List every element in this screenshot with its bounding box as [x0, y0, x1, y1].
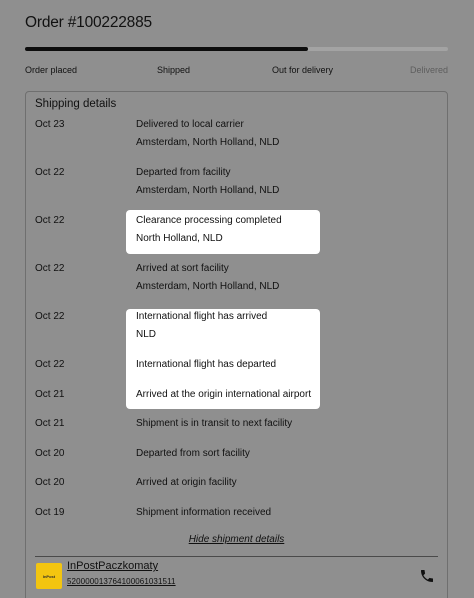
event-description: Arrived at sort facility	[136, 263, 229, 274]
event-description: Departed from facility	[136, 167, 231, 178]
event-description: Arrived at origin facility	[136, 477, 237, 488]
event-date: Oct 19	[35, 507, 65, 518]
carrier-logo	[36, 563, 62, 589]
event-date: Oct 22	[35, 311, 65, 322]
shipping-details-card	[25, 91, 448, 598]
event-location: Amsterdam, North Holland, NLD	[136, 281, 280, 292]
event-date: Oct 20	[35, 448, 65, 459]
event-description: Arrived at the origin international airport	[136, 389, 312, 400]
hide-shipment-details-link[interactable]: Hide shipment details	[188, 534, 285, 545]
progress-step-shipped: Shipped	[157, 65, 191, 75]
progress-step-delivered: Delivered	[409, 65, 448, 75]
event-date: Oct 23	[35, 119, 65, 130]
event-date: Oct 22	[35, 263, 65, 274]
event-description: Shipment is in transit to next facility	[136, 418, 293, 429]
divider	[35, 556, 438, 557]
hide-shipment-details-container	[26, 534, 447, 545]
event-date: Oct 20	[35, 477, 65, 488]
event-description: Delivered to local carrier	[136, 119, 244, 130]
event-description: International flight has departed	[136, 359, 277, 370]
event-description: Clearance processing completed	[136, 215, 282, 226]
event-date: Oct 21	[35, 418, 65, 429]
carrier-name-link[interactable]: InPostPaczkomaty	[67, 560, 159, 572]
phone-icon[interactable]	[419, 568, 435, 584]
event-location: Amsterdam, North Holland, NLD	[136, 137, 280, 148]
order-progress-bar	[25, 47, 448, 51]
event-description: International flight has arrived	[136, 311, 268, 322]
event-date: Oct 21	[35, 389, 65, 400]
shipping-details-title: Shipping details	[35, 98, 117, 110]
tracking-number-link[interactable]: 520000013764100061031511	[67, 577, 176, 586]
event-date: Oct 22	[35, 167, 65, 178]
event-date: Oct 22	[35, 359, 65, 370]
progress-step-out-for-delivery: Out for delivery	[272, 65, 334, 75]
progress-step-order-placed: Order placed	[25, 65, 78, 75]
order-progress-fill	[25, 47, 308, 51]
event-location: Amsterdam, North Holland, NLD	[136, 185, 280, 196]
carrier-logo-text: InPost	[42, 573, 56, 579]
event-location: NLD	[136, 329, 157, 340]
event-description: Shipment information received	[136, 507, 272, 518]
event-location: North Holland, NLD	[136, 233, 223, 244]
event-date: Oct 22	[35, 215, 65, 226]
page-title: Order #100222885	[25, 14, 152, 31]
event-description: Departed from sort facility	[136, 448, 250, 459]
